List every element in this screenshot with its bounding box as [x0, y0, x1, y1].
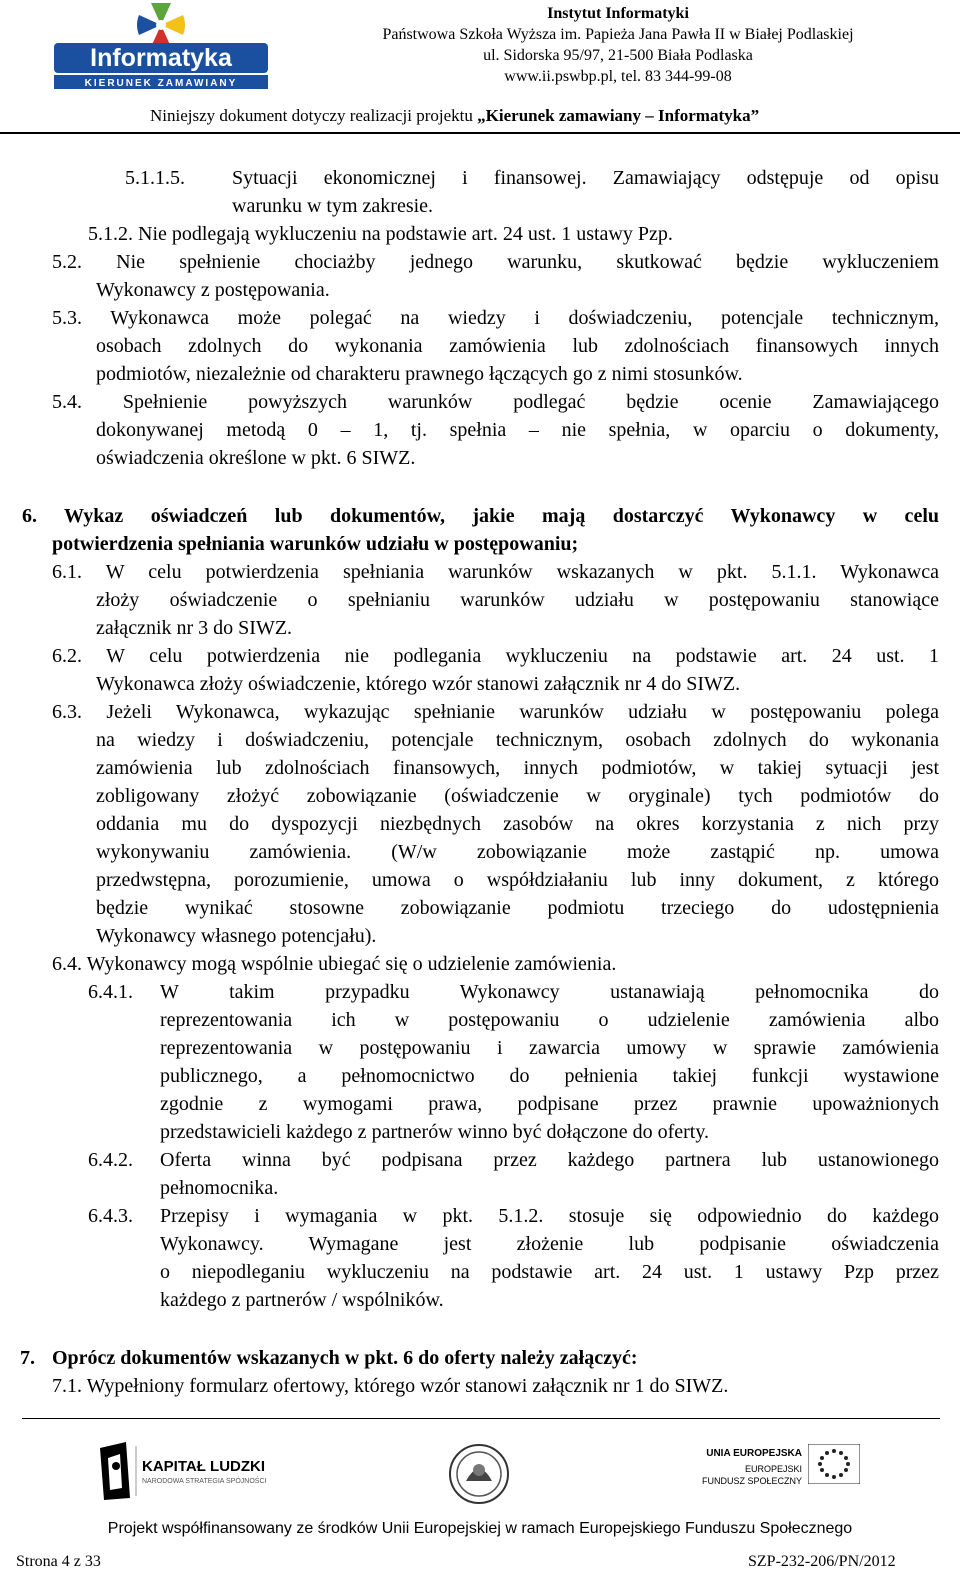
logo-graphic — [52, 3, 270, 91]
paragraph-line: Wykonawcy. Wymagane jest złożenie lub podpisanie oświadczenia — [160, 1233, 939, 1255]
eu-line2: EUROPEJSKI — [744, 1464, 802, 1474]
paragraph-line: Wykonawcy własnego potencjału). — [96, 925, 377, 947]
informatyka-logo — [52, 3, 270, 91]
kapital-ludzki-logo — [96, 1440, 276, 1502]
page-number: Strona 4 z 33 — [16, 1553, 101, 1570]
paragraph-line: reprezentowania w postępowaniu i zawarcia umowy w sprawie zamówienia — [160, 1037, 939, 1059]
paragraph-line: pełnomocnika. — [160, 1177, 279, 1199]
kapital-ludzki-subtitle: NARODOWA STRATEGIA SPÓJNOŚCI — [142, 1478, 267, 1485]
paragraph-line: 5.4. Spełnienie powyższych warunków podlegać będzie ocenie Zamawiającego — [52, 391, 939, 413]
eu-line3: FUNDUSZ SPOŁECZNY — [701, 1476, 802, 1486]
paragraph-line: oddania mu do dyspozycji niezbędnych zasobów na okres korzystania z nich przy — [96, 813, 939, 835]
eu-title: UNIA EUROPEJSKA — [706, 1448, 802, 1459]
paragraph-line: każdego z partnerów / wspólników. — [160, 1289, 444, 1311]
header-address: ul. Sidorska 95/97, 21-500 Biała Podlaska — [483, 47, 753, 64]
item-number: 6.4.3. — [88, 1205, 133, 1227]
section-heading: potwierdzenia spełniania warunków udziału w postępowaniu; — [52, 533, 579, 555]
document-id: SZP-232-206/PN/2012 — [748, 1553, 896, 1570]
section-heading: 6. Wykaz oświadczeń lub dokumentów, jakie mają dostarczyć Wykonawcy w celu — [22, 505, 939, 527]
eu-flag-icon — [808, 1444, 860, 1484]
school-seal — [448, 1443, 510, 1505]
paragraph-line: przedwstępna, porozumienie, umowa o współdziałaniu lub inny dokument, z którego — [96, 869, 939, 891]
paragraph-line: reprezentowania ich w postępowaniu o udzielenie zamówienia albo — [160, 1009, 939, 1031]
paragraph-line: 6.3. Jeżeli Wykonawca, wykazując spełnianie warunków udziału w postępowaniu polega — [52, 701, 939, 723]
paragraph-line: Sytuacji ekonomicznej i finansowej. Zamawiający odstępuje od opisu — [232, 167, 939, 189]
paragraph-line: oświadczenia określone w pkt. 6 SIWZ. — [96, 447, 416, 469]
paragraph-line: będzie wynikać stosowne zobowiązanie podmiotu trzeciego do udostępnienia — [96, 897, 939, 919]
paragraph-line: 6.1. W celu potwierdzenia spełniania warunków wskazanych w pkt. 5.1.1. Wykonawca — [52, 561, 939, 583]
section-heading: Oprócz dokumentów wskazanych w pkt. 6 do oferty należy załączyć: — [52, 1347, 638, 1369]
funding-statement: Projekt współfinansowany ze środków Unii Europejskiej w ramach Europejskiego Funduszu Społecznego — [107, 1520, 853, 1537]
header-school: Państwowa Szkoła Wyższa im. Papieża Jana Pawła II w Białej Podlaskiej — [382, 26, 854, 43]
header-institute: Instytut Informatyki — [547, 5, 689, 22]
paragraph-line: zgodnie z wymogami prawa, podpisane przez prawnie upoważnionych — [160, 1093, 939, 1115]
paragraph-line: na wiedzy i doświadczeniu, potencjale technicznym, osobach zdolnych do wykonania — [96, 729, 939, 751]
paragraph-line: wykonywaniu zamówienia. (W/w zobowiązanie może zastąpić np. umowa — [96, 841, 939, 863]
header-rule — [0, 132, 960, 134]
paragraph-line: dokonywanej metodą 0 – 1, tj. spełnia – nie spełnia, w oparciu o dokumenty, — [96, 419, 939, 441]
eu-efs-logo — [700, 1440, 860, 1500]
paragraph-line: 5.1.2. Nie podlegają wykluczeniu na podstawie art. 24 ust. 1 ustawy Pzp. — [88, 223, 673, 245]
header-project-note: Niniejszy dokument dotyczy realizacji projektu „Kierunek zamawiany – Informatyka” — [150, 106, 760, 125]
footer-rule — [22, 1418, 940, 1419]
paragraph-line: publicznego, a pełnomocnictwo do pełnienia takiej funkcji wystawione — [160, 1065, 939, 1087]
paragraph-line: 7.1. Wypełniony formularz ofertowy, którego wzór stanowi załącznik nr 1 do SIWZ. — [52, 1375, 729, 1397]
paragraph-line: 5.3. Wykonawca może polegać na wiedzy i doświadczeniu, potencjale technicznym, — [52, 307, 939, 329]
item-number: 5.1.1.5. — [125, 167, 185, 189]
paragraph-line: zobligowany złożyć zobowiązanie (oświadczenie w oryginale) tych podmiotów do — [96, 785, 939, 807]
item-number: 6.4.2. — [88, 1149, 133, 1171]
kapital-ludzki-title: KAPITAŁ LUDZKI — [142, 1458, 266, 1475]
seal-graphic — [448, 1443, 510, 1505]
paragraph-line: Oferta winna być podpisana przez każdego partnera lub ustanowionego — [160, 1149, 939, 1171]
paragraph-line: złoży oświadczenie o spełnianiu warunków udziału w postępowaniu stanowiące — [96, 589, 939, 611]
paragraph-line: 6.2. W celu potwierdzenia nie podlegania wykluczeniu na podstawie art. 24 ust. 1 — [52, 645, 939, 667]
item-number: 6.4.1. — [88, 981, 133, 1003]
paragraph-line: o niepodleganiu wykluczeniu na podstawie art. 24 ust. 1 ustawy Pzp przez — [160, 1261, 939, 1283]
header-contact: www.ii.pswbp.pl, tel. 83 344-99-08 — [504, 68, 732, 85]
paragraph-line: załącznik nr 3 do SIWZ. — [96, 617, 293, 639]
paragraph-line: 5.2. Nie spełnienie chociażby jednego warunku, skutkować będzie wykluczeniem — [52, 251, 939, 273]
svg-text:Informatyka: Informatyka — [90, 44, 232, 72]
paragraph-line: podmiotów, niezależnie od charakteru prawnego łączących go z nimi stosunków. — [96, 363, 743, 385]
paragraph-line: 6.4. Wykonawcy mogą wspólnie ubiegać się o udzielenie zamówienia. — [52, 953, 617, 975]
paragraph-line: W takim przypadku Wykonawcy ustanawiają pełnomocnika do — [160, 981, 939, 1003]
paragraph-line: przedstawicieli każdego z partnerów winno być dołączone do oferty. — [160, 1121, 710, 1143]
item-number: 7. — [20, 1347, 35, 1369]
paragraph-line: Przepisy i wymagania w pkt. 5.1.2. stosuje się odpowiednio do każdego — [160, 1205, 939, 1227]
svg-text:KIERUNEK ZAMAWIANY: KIERUNEK ZAMAWIANY — [84, 78, 238, 89]
paragraph-line: Wykonawcy z postępowania. — [96, 279, 330, 301]
paragraph-line: zamówienia lub zdolnościach finansowych, innych podmiotów, w takiej sytuacji jest — [96, 757, 939, 779]
paragraph-line: osobach zdolnych do wykonania zamówienia lub zdolnościach finansowych innych — [96, 335, 939, 357]
paragraph-line: Wykonawca złoży oświadczenie, którego wzór stanowi załącznik nr 4 do SIWZ. — [96, 673, 741, 695]
paragraph-line: warunku w tym zakresie. — [232, 195, 434, 217]
